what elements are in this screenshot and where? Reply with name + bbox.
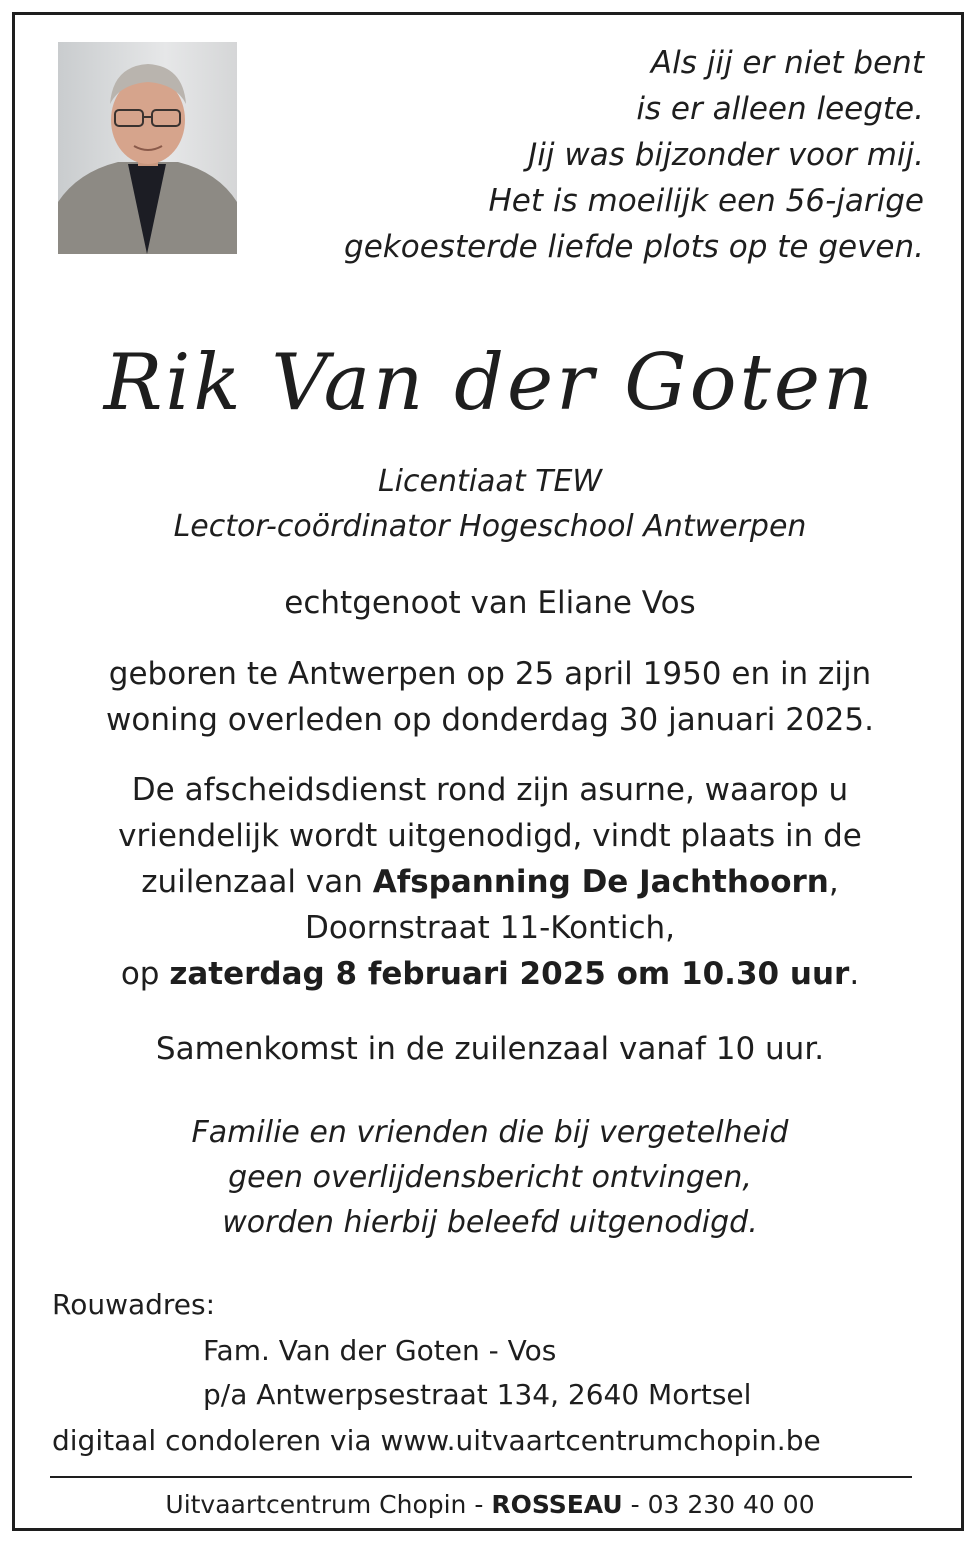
footer-divider xyxy=(50,1476,912,1478)
birth-death-text xyxy=(0,651,980,743)
venue-name: Afspanning De Jachthoorn xyxy=(372,864,829,900)
datetime-suffix: . xyxy=(849,956,860,992)
poem-line: gekoesterde liefde plots op te geven. xyxy=(344,229,924,265)
venue-address: Doornstraat 11-Kontich, xyxy=(304,910,676,946)
service-datetime: zaterdag 8 februari 2025 om 10.30 uur xyxy=(169,956,850,992)
funeral-home-name: Uitvaartcentrum Chopin - xyxy=(165,1490,492,1519)
titles xyxy=(0,459,980,549)
poem-line: is er alleen leegte. xyxy=(636,91,924,127)
datetime-prefix: op xyxy=(120,956,170,992)
poem-line: Jij was bijzonder voor mij. xyxy=(528,137,924,173)
poem-line: Het is moeilijk een 56-jarige xyxy=(488,183,924,219)
funeral-home-brand: ROSSEAU xyxy=(491,1490,623,1519)
poem-line: Als jij er niet bent xyxy=(650,45,924,81)
condolence-link[interactable]: digitaal condoleren via www.uitvaartcentrumchopin.be xyxy=(52,1424,821,1457)
service-venue-line xyxy=(0,859,980,905)
death-line: woning overleden op donderdag 30 januari 2025. xyxy=(106,702,874,738)
poem xyxy=(324,40,924,270)
gathering-line: Samenkomst in de zuilenzaal vanaf 10 uur. xyxy=(155,1031,825,1067)
title-degree: Licentiaat TEW xyxy=(377,464,603,499)
service-line: De afscheidsdienst rond zijn asurne, waarop u xyxy=(131,772,849,808)
birth-line: geboren te Antwerpen op 25 april 1950 en in zijn xyxy=(108,656,872,692)
service-text xyxy=(0,767,980,997)
invitation-text xyxy=(0,1110,980,1245)
funeral-home-footer xyxy=(0,1484,980,1526)
spouse-line: echtgenoot van Eliane Vos xyxy=(284,585,696,621)
funeral-home-phone: - 03 230 40 00 xyxy=(622,1490,815,1519)
invitation-line: geen overlijdensbericht ontvingen, xyxy=(228,1160,752,1195)
title-function: Lector-coördinator Hogeschool Antwerpen xyxy=(173,509,807,544)
portrait-photo xyxy=(58,42,237,254)
service-text-suffix: , xyxy=(828,864,839,900)
service-line: vriendelijk wordt uitgenodigd, vindt plaats in de xyxy=(118,818,862,854)
address-street: p/a Antwerpsestraat 134, 2640 Mortsel xyxy=(203,1378,752,1411)
address-label: Rouwadres: xyxy=(52,1288,216,1321)
invitation-line: Familie en vrienden die bij vergetelheid xyxy=(191,1115,789,1150)
service-datetime-line xyxy=(0,951,980,997)
address-family: Fam. Van der Goten - Vos xyxy=(203,1334,557,1367)
invitation-line: worden hierbij beleefd uitgenodigd. xyxy=(222,1205,758,1240)
deceased-name: Rik Van der Goten xyxy=(103,338,877,428)
service-text-prefix: zuilenzaal van xyxy=(141,864,373,900)
